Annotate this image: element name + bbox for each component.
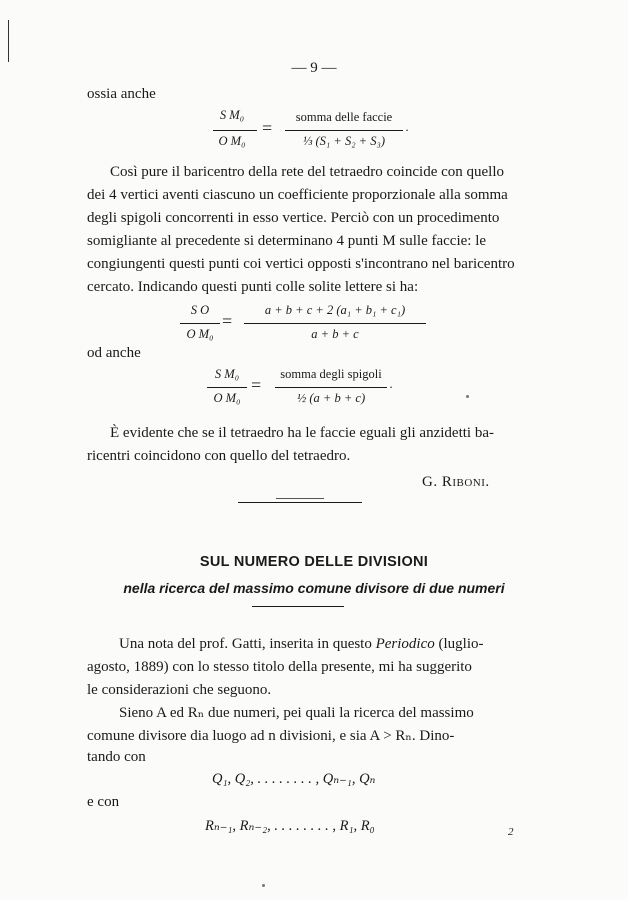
eq2-rhs-numerator: a + b + c + 2 (a₁ + b₁ + c₁) — [264, 303, 406, 317]
s2-para1-line2: agosto, 1889) con lo stesso titolo della presente, mi ha suggerito — [87, 659, 472, 675]
article-title: SUL NUMERO DELLE DIVISIONI — [199, 554, 429, 570]
speck — [466, 395, 469, 398]
s2-para2-line1: Sieno A ed Rₙ due numeri, pei quali la ricerca del massimo — [119, 705, 474, 721]
eq1-equals: = — [262, 118, 273, 138]
eq1-lhs-denominator: O M₀ — [218, 134, 246, 148]
separator-accent — [276, 498, 324, 499]
eq1-rhs-numerator: somma delle faccie — [295, 110, 393, 124]
eq1-period: . — [405, 120, 409, 134]
eq2-equals: = — [222, 311, 233, 331]
para2-line2: ricentri coincidono con quello del tetraedro. — [87, 448, 351, 464]
sequence-r: Rₙ₋₁, Rₙ₋₂, . . . . . . . . , R₁, R₀ — [205, 818, 375, 834]
eq3-lhs-bar — [207, 387, 247, 388]
od-anche-text: od anche — [87, 345, 141, 361]
intro-text: ossia anche — [87, 86, 156, 102]
eq2-lhs-denominator: O M₀ — [186, 327, 214, 341]
para1-line3: degli spigoli concorrenti in esso vertice. Perciò con un procedimento — [87, 210, 500, 226]
eq2-rhs-bar — [244, 323, 426, 324]
title-rule — [252, 606, 344, 607]
eq3-lhs-denominator: O M₀ — [213, 391, 241, 405]
eq3-lhs-numerator: S M₀ — [214, 367, 240, 381]
eq2-rhs-denominator: a + b + c — [311, 327, 359, 341]
eq1-lhs-numerator: S M₀ — [219, 108, 245, 122]
bottom-speck — [262, 884, 265, 887]
article-subtitle: nella ricerca del massimo comune divisore di due numeri — [123, 580, 505, 596]
eq3-period: . — [389, 377, 393, 391]
separator-top — [238, 502, 362, 503]
eq1-lhs-bar — [213, 130, 257, 131]
para1-line6: cercato. Indicando questi punti colle solite lettere si ha: — [87, 279, 419, 295]
eq1-rhs-bar — [285, 130, 403, 131]
signature: G. Riboni. — [422, 474, 490, 490]
s2-para2-line3: tando con — [87, 749, 146, 765]
para1-line5: congiungenti questi punti coi vertici opposti s'incontrano nel baricentro — [87, 256, 515, 272]
s2-para1-line1-a: Una nota del prof. Gatti, inserita in questo — [119, 636, 372, 652]
eq1-rhs-denominator: ⅓ (S₁ + S₂ + S₃) — [303, 134, 385, 148]
s2-para1-line3: le considerazioni che seguono. — [87, 682, 272, 698]
eq2-lhs-bar — [180, 323, 220, 324]
eq3-rhs-denominator: ½ (a + b + c) — [296, 391, 366, 405]
page-number: — 9 — — [291, 60, 337, 76]
s2-para1-line1 — [119, 636, 484, 653]
para1-line4: somigliante al precedente si determinano 4 punti M sulle faccie: le — [87, 233, 487, 249]
eq3-rhs-numerator: somma degli spigoli — [280, 367, 382, 381]
eq2-lhs-numerator: S O — [190, 303, 210, 317]
eq3-rhs-bar — [275, 387, 387, 388]
para2-line1: È evidente che se il tetraedro ha le faccie eguali gli anzidetti ba- — [110, 425, 494, 441]
margin-mark — [8, 20, 9, 62]
sequence-q: Q₁, Q₂, . . . . . . . . , Qₙ₋₁, Qₙ — [212, 771, 376, 787]
para1-line1: Così pure il baricentro della rete del tetraedro coincide con quello — [110, 164, 505, 180]
para1-line2: dei 4 vertici aventi ciascuno un coefficiente proporzionale alla somma — [87, 187, 508, 203]
e-con-text: e con — [87, 794, 120, 810]
s2-para2-line2: comune divisore dia luogo ad n divisioni, e sia A > Rₙ. Dino- — [87, 728, 455, 744]
s2-para1-line1-b: (luglio- — [438, 636, 484, 652]
eq3-equals: = — [251, 375, 262, 395]
periodico-italic: Periodico — [375, 636, 435, 652]
corner-mark: 2 — [508, 826, 514, 838]
